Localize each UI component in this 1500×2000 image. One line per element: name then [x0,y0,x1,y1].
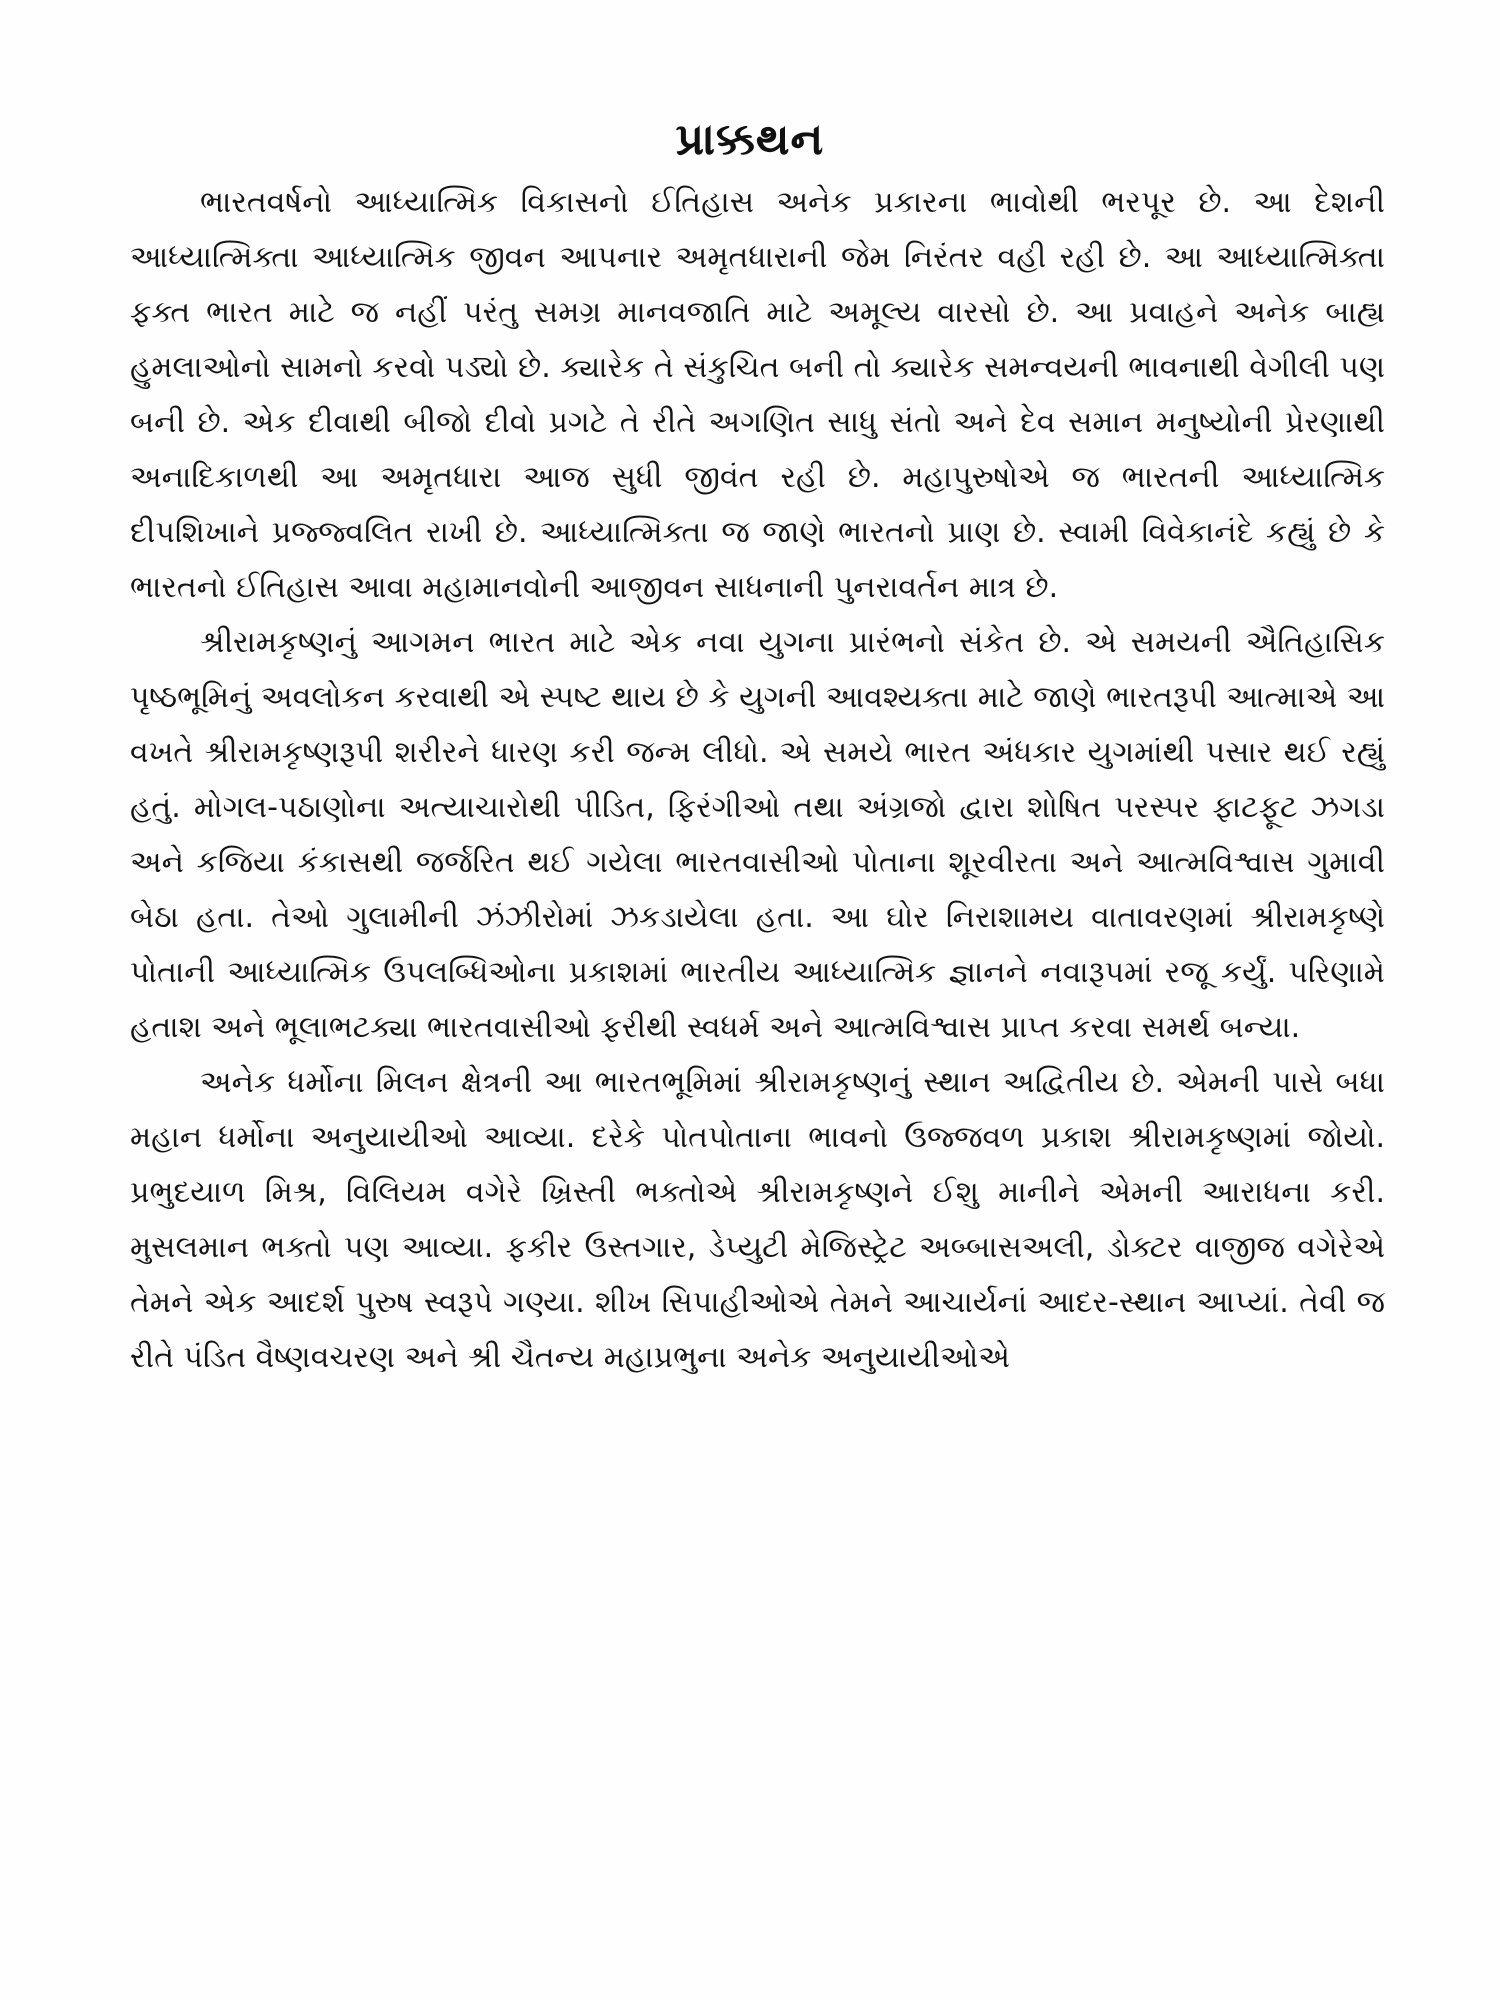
body-text [130,175,1385,1385]
paragraph-2: શ્રીરામકૃષ્ણનું આગમન ભારત માટે એક નવા યુગના પ્રારંભનો સંકેત છે. એ સમયની ઐતિહાસિક પૃષ્ઠભૂમિનું અવલોકન કરવાથી એ સ્પષ્ટ થાય છે કે યુગની આવશ્યક્તા માટે જાણે ભારતરૂપી આત્માએ આ વખતે શ્રીરામકૃષ્ણરૂપી શરીરને ધારણ કરી જન્મ લીધો. એ સમયે ભારત અંધકાર યુગમાંથી પસાર થઈ રહ્યું હતું. મોગલ-પઠાણોના અત્યાચારોથી પીડિત, ફિરંગીઓ તથા અંગ્રજો દ્વારા શોષિત પરસ્પર ફાટફૂટ ઝગડા અને કજિયા કંકાસથી જર્જરિત થઈ ગયેલા ભારતવાસીઓ પોતાના શૂરવીરતા અને આત્મવિશ્વાસ ગુમાવી બેઠા હતા. તેઓ ગુલામીની ઝંઝીરોમાં ઝકડાયેલા હતા. આ ઘોર નિરાશામય વાતાવરણમાં શ્રીરામકૃષ્ણે પોતાની આધ્યાત્મિક ઉપલબ્ધિઓના પ્રકાશમાં ભારતીય આધ્યાત્મિક જ્ઞાનને નવારૂપમાં રજૂ કર્યું. પરિણામે હતાશ અને ભૂલાભટક્યા ભારતવાસીઓ ફરીથી સ્વધર્મ અને આત્મવિશ્વાસ પ્રાપ્ત કરવા સમર્થ બન્યા. [130,625,1385,1045]
paragraph-1: ભારતવર્ષનો આધ્યાત્મિક વિકાસનો ઈતિહાસ અનેક પ્રકારના ભાવોથી ભરપૂર છે. આ દેશની આધ્યાત્મિક્તા આધ્યાત્મિક જીવન આપનાર અમૃતધારાની જેમ નિરંતર વહી રહી છે. આ આધ્યાત્મિક્તા ફક્ત ભારત માટે જ નહીં પરંતુ સમગ્ર માનવજાતિ માટે અમૂલ્ય વારસો છે. આ પ્રવાહને અનેક બાહ્ય હુમલાઓનો સામનો કરવો પડ્યો છે. ક્યારેક તે સંકુચિત બની તો ક્યારેક સમન્વયની ભાવનાથી વેગીલી પણ બની છે. એક દીવાથી બીજો દીવો પ્રગટે તે રીતે અગણિત સાધુ સંતો અને દેવ સમાન મનુષ્યોની પ્રેરણાથી અનાદિકાળથી આ અમૃતધારા આજ સુધી જીવંત રહી છે. મહાપુરુષોએ જ ભારતની આધ્યાત્મિક દીપશિખાને પ્રજ્જ્વલિત રાખી છે. આધ્યાત્મિક્તા જ જાણે ભારતનો પ્રાણ છે. સ્વામી વિવેકાનંદે કહ્યું છે કે ભારતનો ઈતિહાસ આવા મહામાનવોની આજીવન સાધનાની પુનરાવર્તન માત્ર છે. [130,185,1385,605]
paragraph-3: અનેક ધર્મોના મિલન ક્ષેત્રની આ ભારતભૂમિમાં શ્રીરામકૃષ્ણનું સ્થાન અદ્વિતીય છે. એમની પાસે બધા મહાન ધર્મોના અનુયાયીઓ આવ્યા. દરેકે પોતપોતાના ભાવનો ઉજ્જવળ પ્રકાશ શ્રીરામકૃષ્ણમાં જોયો. પ્રભુદયાળ મિશ્ર, વિલિયમ વગેરે ખ્રિસ્તી ભક્તોએ શ્રીરામકૃષ્ણને ઈશુ માનીને એમની આરાધના કરી. મુસલમાન ભક્તો પણ આવ્યા. ફકીર ઉસ્તગાર, ડેપ્યુટી મેજિસ્ટ્રેટ અબ્બાસઅલી, ડોક્ટર વાજીજ વગેરેએ તેમને એક આદર્શ પુરુષ સ્વરૂપે ગણ્યા. શીખ સિપાહીઓએ તેમને આચાર્યનાં આદર-સ્થાન આપ્યાં. તેવી જ રીતે પંડિત વૈષ્ણવચરણ અને શ્રી ચૈતન્ય મહાપ્રભુના અનેક અનુયાયીઓએ [130,1065,1385,1375]
page-title: પ્રાક્કથન [675,114,825,166]
